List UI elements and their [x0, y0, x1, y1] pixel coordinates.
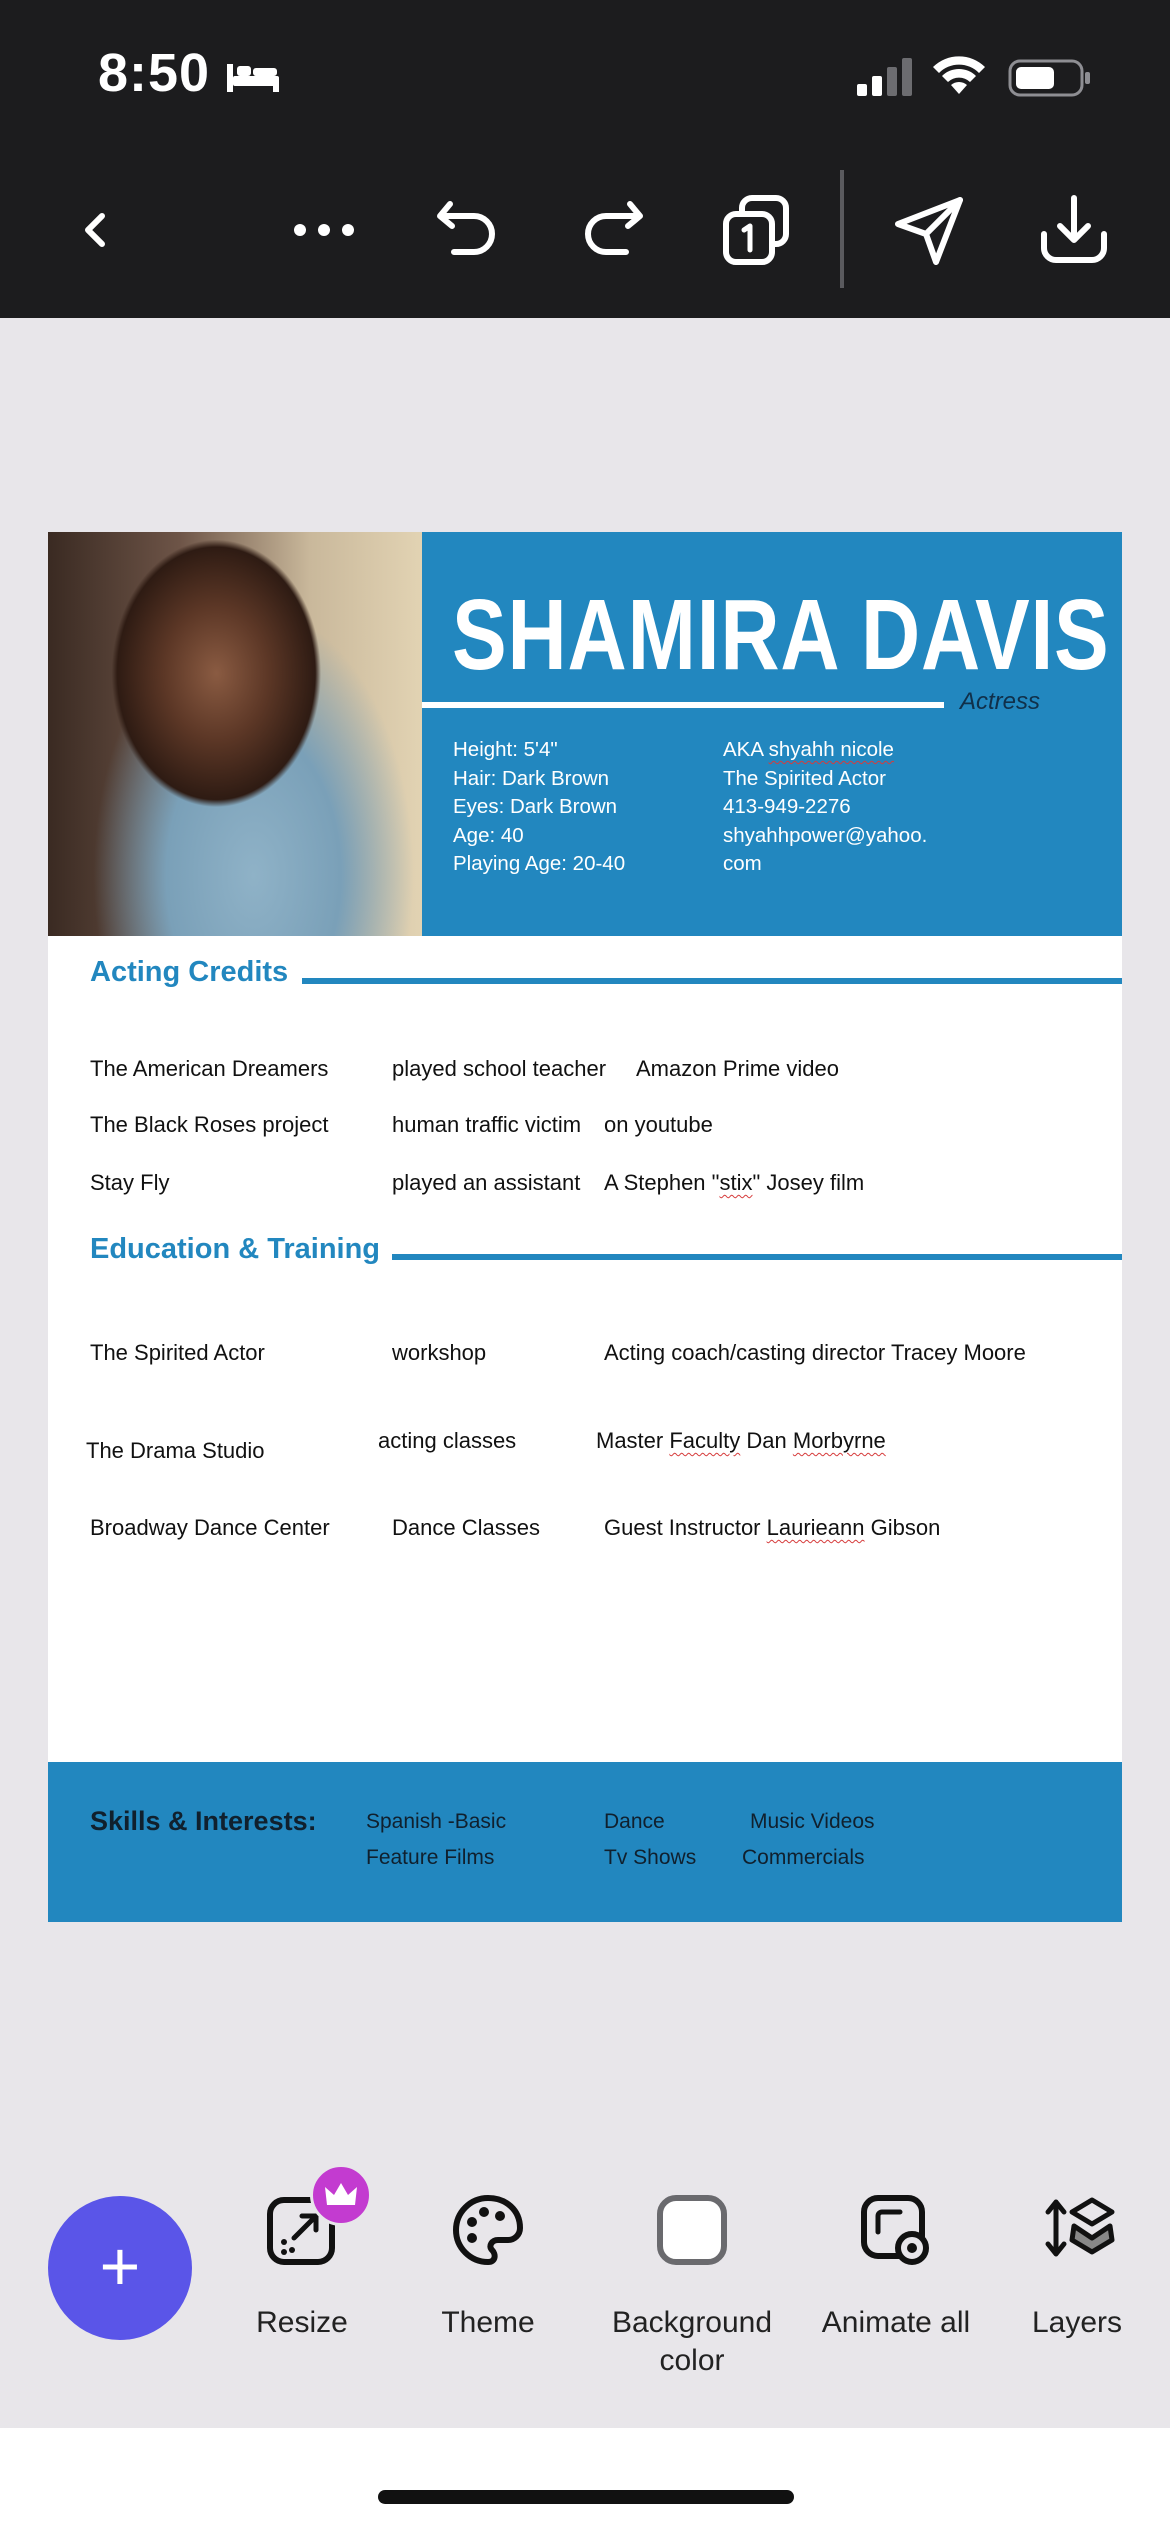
actor-role[interactable]: Actress: [960, 688, 1041, 715]
sleep-focus-icon: [225, 58, 281, 94]
fact-school: The Spirited Actor: [723, 766, 886, 790]
training-school[interactable]: The Drama Studio: [86, 1438, 265, 1463]
physical-facts[interactable]: [453, 736, 625, 879]
training-type[interactable]: acting classes: [378, 1428, 517, 1453]
training-teacher[interactable]: [596, 1428, 886, 1454]
theme-label[interactable]: Theme: [441, 2306, 535, 2339]
training-type[interactable]: Dance Classes: [392, 1515, 540, 1540]
teacher-b: Laurieann: [766, 1515, 865, 1540]
credit-venue-a: A Stephen ": [604, 1170, 720, 1195]
credit-role[interactable]: played an assistant: [392, 1170, 581, 1195]
fact-eyes: Eyes: Dark Brown: [453, 795, 618, 818]
fact-playing-age: Playing Age: 20-40: [453, 852, 626, 875]
home-indicator[interactable]: [378, 2490, 794, 2504]
aka-name: shyahh nicole: [768, 738, 894, 761]
theme-palette-icon[interactable]: [450, 2192, 526, 2268]
download-icon[interactable]: [1034, 190, 1114, 270]
fact-hair: Hair: Dark Brown: [453, 766, 610, 790]
credit-role[interactable]: human traffic victim: [392, 1112, 582, 1137]
teacher-c: Dan: [740, 1428, 793, 1453]
status-time: 8:50: [98, 43, 211, 103]
redo-icon[interactable]: [572, 190, 652, 270]
teacher-c: Gibson: [864, 1515, 941, 1540]
training-teacher[interactable]: Acting coach/casting director Tracey Moore: [604, 1340, 1026, 1365]
skill-item[interactable]: Music Videos: [750, 1810, 875, 1833]
fact-height: Height: 5'4": [453, 738, 558, 761]
fact-email: shyahhpower@yahoo.: [723, 823, 928, 847]
contact-facts[interactable]: [723, 736, 927, 879]
skills-title[interactable]: Skills & Interests:: [90, 1806, 317, 1836]
credit-title[interactable]: The American Dreamers: [90, 1056, 329, 1081]
signal-icon: [855, 56, 915, 98]
skill-item[interactable]: Tv Shows: [604, 1846, 697, 1869]
credit-venue[interactable]: [604, 1170, 864, 1196]
education-rule: [392, 1254, 1122, 1260]
credit-role[interactable]: played school teacher: [392, 1056, 607, 1081]
animate-all-label[interactable]: Animate all: [821, 2306, 971, 2339]
credit-venue-c: " Josey film: [752, 1170, 865, 1195]
plus-icon: +: [99, 2227, 141, 2305]
back-icon[interactable]: [58, 190, 138, 270]
skill-item[interactable]: Commercials: [742, 1846, 865, 1869]
battery-icon: [1008, 58, 1092, 98]
headshot-photo[interactable]: [48, 532, 422, 936]
teacher-a: Guest Instructor: [604, 1515, 767, 1540]
background-color-label[interactable]: Background color: [611, 2306, 773, 2377]
pages-icon[interactable]: [716, 190, 796, 270]
credit-venue[interactable]: Amazon Prime video: [636, 1056, 839, 1081]
resize-label[interactable]: Resize: [256, 2306, 348, 2339]
background-color-icon[interactable]: [654, 2192, 730, 2268]
teacher-b: Faculty: [669, 1428, 741, 1453]
animate-all-icon[interactable]: [858, 2192, 934, 2268]
wifi-icon: [930, 54, 988, 98]
aka-prefix: AKA: [723, 738, 769, 761]
teacher-a: Master: [596, 1428, 670, 1453]
credit-venue[interactable]: on youtube: [604, 1112, 713, 1137]
skills-band: [48, 1762, 1122, 1922]
training-school[interactable]: Broadway Dance Center: [90, 1515, 330, 1540]
fact-age: Age: 40: [453, 823, 524, 847]
teacher-d: Morbyrne: [792, 1428, 886, 1453]
more-options-icon[interactable]: [284, 190, 364, 270]
education-title[interactable]: Education & Training: [90, 1233, 381, 1265]
skill-item[interactable]: Dance: [604, 1810, 665, 1833]
fact-aka: [723, 736, 927, 765]
layers-icon[interactable]: [1044, 2192, 1120, 2268]
layers-label[interactable]: Layers: [1031, 2306, 1123, 2339]
actor-name[interactable]: SHAMIRA DAVIS: [452, 579, 1110, 691]
training-school[interactable]: The Spirited Actor: [90, 1340, 265, 1365]
credit-title[interactable]: The Black Roses project: [90, 1112, 329, 1137]
training-type[interactable]: workshop: [392, 1340, 487, 1365]
fact-email-cont: com: [723, 852, 762, 875]
fact-phone: 413-949-2276: [723, 795, 851, 818]
share-send-icon[interactable]: [890, 190, 970, 270]
acting-credits-rule: [302, 978, 1122, 984]
acting-credits-title[interactable]: Acting Credits: [90, 956, 289, 988]
undo-icon[interactable]: [428, 190, 508, 270]
credit-title[interactable]: Stay Fly: [90, 1170, 170, 1195]
premium-crown-icon: [310, 2164, 372, 2226]
toolbar-divider: [840, 170, 844, 288]
credit-venue-b: stix: [719, 1170, 753, 1195]
name-underline: [422, 702, 944, 708]
skill-item[interactable]: Spanish -Basic: [366, 1810, 507, 1833]
home-indicator-area: [0, 2428, 1170, 2532]
training-teacher[interactable]: [604, 1515, 940, 1541]
skill-item[interactable]: Feature Films: [366, 1846, 495, 1869]
